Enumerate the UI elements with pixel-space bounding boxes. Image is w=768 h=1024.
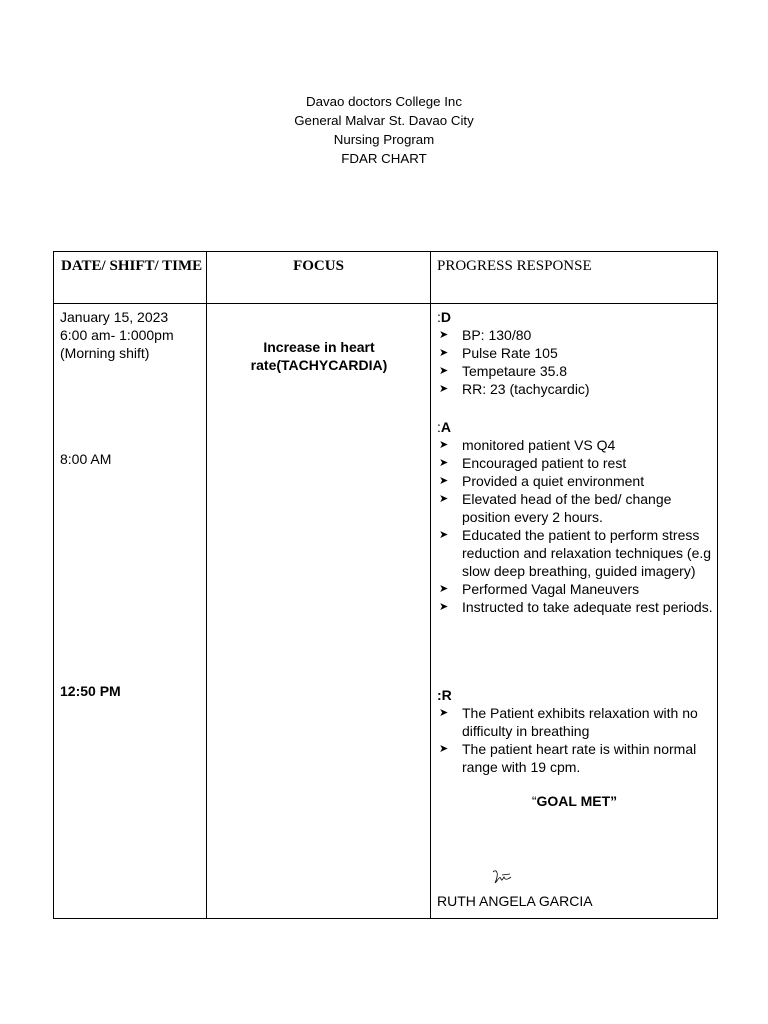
action-list	[437, 436, 715, 616]
action-item-text: Instructed to take adequate rest periods.	[462, 599, 713, 615]
response-section	[437, 686, 715, 776]
fdar-table	[53, 251, 718, 919]
focus-header: FOCUS	[207, 252, 431, 304]
shift-name: (Morning shift)	[60, 345, 150, 361]
data-item-text: RR: 23 (tachycardic)	[462, 381, 590, 397]
data-section	[437, 308, 715, 398]
response-time: 12:50 PM	[60, 683, 121, 699]
arrowhead-bullet-icon: ➤	[439, 329, 449, 341]
response-item	[437, 740, 715, 776]
arrowhead-bullet-icon: ➤	[439, 583, 449, 595]
action-item	[437, 490, 715, 526]
date-shift-time-header: DATE/ SHIFT/ TIME	[54, 252, 207, 304]
data-item	[437, 326, 715, 344]
data-item	[437, 344, 715, 362]
signature-mark	[491, 868, 513, 886]
data-item-text: Pulse Rate 105	[462, 345, 558, 361]
progress-response-cell	[431, 304, 718, 919]
data-item-text: BP: 130/80	[462, 327, 532, 343]
action-item-text: Educated the patient to perform stress reduction and relaxation techniques (e.g slow deep breathing, guided imagery)	[462, 527, 712, 579]
response-item	[437, 704, 715, 740]
college-address: General Malvar St. Davao City	[294, 113, 474, 128]
data-item	[437, 362, 715, 380]
goal-met: “GOAL MET”	[531, 793, 618, 809]
arrowhead-bullet-icon: ➤	[439, 493, 449, 505]
action-item-text: Encouraged patient to rest	[462, 455, 627, 471]
action-item-text: Performed Vagal Maneuvers	[462, 581, 640, 597]
college-name: Davao doctors College Inc	[306, 94, 462, 109]
focus-text	[207, 338, 431, 374]
arrowhead-bullet-icon: ➤	[439, 601, 449, 613]
response-item-text: The Patient exhibits relaxation with no difficulty in breathing	[462, 705, 698, 739]
data-list	[437, 326, 715, 398]
action-item-text: monitored patient VS Q4	[462, 437, 616, 453]
arrowhead-bullet-icon: ➤	[439, 743, 449, 755]
action-item	[437, 472, 715, 490]
action-item	[437, 436, 715, 454]
arrowhead-bullet-icon: ➤	[439, 439, 449, 451]
arrowhead-bullet-icon: ➤	[439, 707, 449, 719]
action-time: 8:00 AM	[60, 451, 112, 467]
table-header-row	[54, 252, 718, 304]
arrowhead-bullet-icon: ➤	[439, 383, 449, 395]
progress-response-header: PROGRESS RESPONSE	[431, 252, 718, 304]
date-block	[60, 308, 174, 362]
action-item-text: Provided a quiet environment	[462, 473, 645, 489]
focus-line-1: Increase in heart	[263, 339, 375, 355]
response-item-text: The patient heart rate is within normal range with 19 cpm.	[462, 741, 697, 775]
focus-line-2: rate(TACHYCARDIA)	[250, 357, 388, 373]
response-list	[437, 704, 715, 776]
document-header	[0, 92, 768, 168]
arrowhead-bullet-icon: ➤	[439, 347, 449, 359]
nurse-name: RUTH ANGELA GARCIA	[437, 893, 593, 909]
program-name: Nursing Program	[333, 132, 435, 147]
entry-date: January 15, 2023	[60, 309, 169, 325]
data-label: :D	[437, 309, 452, 325]
response-label: :R	[437, 687, 452, 703]
data-item	[437, 380, 715, 398]
focus-cell	[207, 304, 431, 919]
table-body-row	[54, 304, 718, 919]
arrowhead-bullet-icon: ➤	[439, 529, 449, 541]
arrowhead-bullet-icon: ➤	[439, 475, 449, 487]
shift-hours: 6:00 am- 1:000pm	[60, 327, 174, 343]
action-item-text: Elevated head of the bed/ change position every 2 hours.	[462, 491, 672, 525]
action-section	[437, 418, 715, 616]
data-item-text: Tempetaure 35.8	[462, 363, 568, 379]
action-label: :A	[437, 419, 452, 435]
action-item	[437, 580, 715, 598]
action-item	[437, 598, 715, 616]
arrowhead-bullet-icon: ➤	[439, 457, 449, 469]
action-item	[437, 454, 715, 472]
action-item	[437, 526, 715, 580]
arrowhead-bullet-icon: ➤	[439, 365, 449, 377]
chart-title: FDAR CHART	[341, 151, 427, 166]
date-shift-time-cell	[54, 304, 207, 919]
